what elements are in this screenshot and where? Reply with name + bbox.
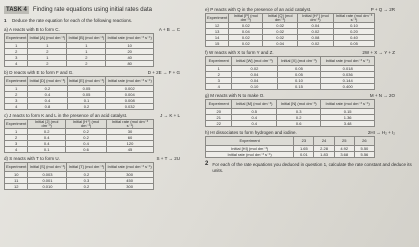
- reaction-title: c) J reacts to form K and L in the presence of an acid catalyst.: [4, 112, 128, 118]
- column-header: Initial rate (mol dm⁻³ s⁻¹): [106, 33, 154, 42]
- column-header: Initial [W] (mol dm⁻³): [232, 57, 277, 66]
- table-cell: 4: [206, 84, 232, 90]
- table-cell: 300: [106, 183, 154, 189]
- table-cell: 0.2: [28, 128, 66, 134]
- table-cell: 80: [106, 60, 154, 66]
- reaction-equation: 2HI → H₂ + I₂: [367, 130, 395, 135]
- question-1: [4, 18, 200, 24]
- rate-data-table: [4, 76, 154, 110]
- table-cell: 5.50: [354, 146, 374, 152]
- table-cell: 0.15: [321, 109, 375, 115]
- task-header: [4, 4, 200, 16]
- reaction-equation: 2W + X → Y + Z: [362, 50, 395, 55]
- reaction-equation: D + 2E → F + G: [147, 69, 180, 75]
- table-cell: 0.04: [297, 23, 333, 29]
- table-cell: 0.02: [263, 23, 298, 29]
- rate-data-table: [4, 162, 154, 190]
- table-cell: 0.4: [66, 140, 107, 146]
- table-cell: 0.05: [67, 91, 106, 97]
- table-cell: 0.05: [277, 72, 321, 78]
- table-cell: 0.04: [232, 72, 277, 78]
- table-cell: 0.02: [229, 23, 263, 29]
- table-cell: 0.5: [232, 109, 277, 115]
- column-header: Experiment: [5, 119, 28, 128]
- reaction-equation: S + T → 2U: [156, 155, 180, 161]
- table-row: [5, 103, 154, 109]
- table-cell: 0.6: [277, 121, 321, 127]
- table-row: [5, 146, 154, 152]
- table-cell: Initial [HI] (mol dm⁻³): [206, 146, 294, 152]
- table-cell: 0.02: [263, 29, 298, 35]
- table-cell: 0.40: [333, 35, 374, 41]
- table-cell: 2: [67, 60, 106, 66]
- table-cell: 2: [5, 134, 28, 140]
- table-cell: 0.2: [67, 103, 106, 109]
- table-cell: 0.02: [229, 35, 263, 41]
- reaction-equation: P + Q → 2R: [370, 7, 395, 12]
- table-cell: 0.018: [321, 66, 375, 72]
- right-column: [205, 4, 415, 173]
- table-row: [206, 152, 375, 158]
- table-row: [206, 84, 375, 90]
- table-cell: 120: [106, 140, 153, 146]
- reaction-g: [205, 93, 415, 127]
- table-cell: 0.10: [232, 84, 277, 90]
- reaction-b: [4, 70, 200, 110]
- column-header: Experiment: [206, 137, 294, 146]
- table-cell: 11: [5, 177, 28, 183]
- table-cell: 300: [106, 171, 154, 177]
- reaction-equation: A + B → C: [158, 26, 180, 32]
- column-header: Experiment: [5, 76, 28, 85]
- table-cell: 0.008: [106, 97, 154, 103]
- reaction-equation: M + N → 2O: [369, 93, 395, 98]
- table-cell: 0.02: [263, 35, 298, 41]
- table-cell: 1: [28, 54, 67, 60]
- table-cell: 0.010: [28, 183, 67, 189]
- table-cell: 3: [5, 140, 28, 146]
- table-cell: 21: [206, 115, 232, 121]
- rate-data-table: [205, 56, 375, 90]
- table-cell: 0.15: [277, 84, 321, 90]
- table-cell: 12: [5, 183, 28, 189]
- table-cell: 0.003: [28, 171, 67, 177]
- reaction-heading: [205, 7, 415, 12]
- table-cell: 20: [206, 109, 232, 115]
- table-cell: 30: [106, 128, 153, 134]
- column-header: Experiment: [206, 57, 232, 66]
- column-header: Initial rate (mol dm⁻³ s⁻¹): [321, 57, 375, 66]
- table-cell: 1: [5, 42, 28, 48]
- table-cell: 2: [67, 54, 106, 60]
- table-cell: 450: [106, 177, 154, 183]
- table-cell: 0.05: [333, 41, 374, 47]
- reaction-d: [4, 156, 200, 190]
- table-cell: 1: [28, 42, 67, 48]
- table-cell: 0.02: [232, 66, 277, 72]
- column-header: Initial rate (mol dm⁻³ s⁻¹): [106, 162, 154, 171]
- table-cell: 10: [106, 42, 154, 48]
- column-header: Initial rate (mol dm⁻³ s⁻¹): [106, 119, 153, 128]
- table-cell: 0.02: [297, 29, 333, 35]
- column-header: 26: [354, 137, 374, 146]
- table-cell: 3: [206, 78, 232, 84]
- column-header: Initial rate (mol dm⁻³ s⁻¹): [106, 76, 154, 85]
- column-header: Initial [T] (mol dm⁻³): [67, 162, 106, 171]
- table-cell: 0.144: [321, 78, 375, 84]
- column-header: Experiment: [206, 100, 232, 109]
- table-header-row: [5, 33, 154, 42]
- column-header: 25: [334, 137, 354, 146]
- reaction-title: g) M reacts with N to make O.: [205, 93, 265, 98]
- table-cell: 0.02: [297, 41, 333, 47]
- column-header: Initial [H⁺] (mol dm⁻³): [297, 14, 333, 23]
- question-1-text: Deduce the rate equation for each of the following reactions.: [12, 18, 133, 23]
- column-header: Initial [X] (mol dm⁻³): [277, 57, 321, 66]
- table-cell: 4: [5, 103, 28, 109]
- reaction-title: d) S reacts with T to form U.: [4, 155, 60, 161]
- reaction-title: a) A reacts with B to form C.: [4, 26, 60, 32]
- reaction-heading: [4, 70, 200, 75]
- table-cell: 0.4: [28, 140, 66, 146]
- table-cell: 0.036: [321, 72, 375, 78]
- reaction-equation: J → K + L: [160, 112, 180, 118]
- table-header-row: [5, 76, 154, 85]
- reaction-a: [4, 27, 200, 67]
- task-title: Finding rate equations using initial rates data: [32, 7, 152, 13]
- table-cell: 0.04: [263, 41, 298, 47]
- rate-data-table: [205, 99, 375, 127]
- reaction-heading: [4, 27, 200, 32]
- table-cell: 0.2: [277, 115, 321, 121]
- table-header-row: [206, 137, 375, 146]
- table-cell: 3.68: [334, 152, 354, 158]
- table-cell: 60: [106, 134, 153, 140]
- table-cell: 0.4: [232, 115, 277, 121]
- table-cell: 0.3: [277, 109, 321, 115]
- table-cell: 0.1: [67, 97, 106, 103]
- table-header-row: [206, 57, 375, 66]
- table-row: [206, 121, 375, 127]
- reaction-heading: [205, 50, 415, 55]
- table-cell: 0.02: [229, 41, 263, 47]
- column-header: 24: [314, 137, 334, 146]
- table-cell: 20: [106, 48, 154, 54]
- table-cell: 0.2: [67, 183, 106, 189]
- table-cell: 0.6: [66, 146, 107, 152]
- table-cell: 0.08: [297, 35, 333, 41]
- table-cell: 1: [5, 128, 28, 134]
- rate-data-table: [4, 119, 154, 153]
- table-cell: 0.10: [277, 78, 321, 84]
- reaction-heading: [4, 156, 200, 161]
- column-header: Initial [B] (mol dm⁻³): [67, 33, 106, 42]
- column-header: 23: [294, 137, 314, 146]
- reaction-title: e) P reacts with Q in the presence of an acid catalyst.: [205, 7, 312, 12]
- table-cell: 12: [206, 23, 229, 29]
- table-row: [206, 41, 375, 47]
- column-header: Initial [H⁺] (mol dm⁻³): [66, 119, 107, 128]
- reaction-e: [205, 7, 415, 47]
- column-header: Experiment: [5, 162, 28, 171]
- table-cell: 2: [28, 60, 67, 66]
- task-label: TASK 4: [6, 7, 27, 13]
- reaction-heading: [4, 113, 200, 118]
- table-row: [5, 60, 154, 66]
- table-cell: 0.002: [106, 85, 154, 91]
- column-header: Initial [M] (mol dm⁻³): [232, 100, 277, 109]
- table-cell: 1: [67, 48, 106, 54]
- reaction-title: b) D reacts with E to form F and G.: [4, 69, 74, 75]
- table-header-row: [5, 119, 154, 128]
- table-cell: 0.001: [28, 177, 67, 183]
- column-header: Initial [D] (mol dm⁻³): [28, 76, 67, 85]
- table-header-row: [5, 162, 154, 171]
- table-cell: 4: [5, 146, 28, 152]
- table-cell: 3.48: [321, 121, 375, 127]
- table-cell: 4: [5, 60, 28, 66]
- column-header: Initial [Q] (mol dm⁻³): [263, 14, 298, 23]
- reaction-h: [205, 130, 415, 158]
- table-cell: 22: [206, 121, 232, 127]
- table-cell: 0.032: [106, 103, 154, 109]
- reaction-c: [4, 113, 200, 153]
- table-cell: 0.4: [232, 121, 277, 127]
- table-cell: 0.10: [333, 23, 374, 29]
- table-cell: 1: [5, 85, 28, 91]
- table-cell: 45: [106, 146, 153, 152]
- column-header: Initial [P] (mol dm⁻³): [229, 14, 263, 23]
- table-cell: 0.3: [67, 177, 106, 183]
- table-cell: 5.56: [354, 152, 374, 158]
- question-2-number: 2: [205, 161, 209, 167]
- table-cell: 0.2: [66, 134, 107, 140]
- table-cell: 14: [206, 35, 229, 41]
- column-header: Experiment: [206, 14, 229, 23]
- reaction-heading: [205, 130, 415, 135]
- table-cell: 0.400: [321, 84, 375, 90]
- reaction-title: h) HI dissociates to form hydrogen and iodine.: [205, 130, 297, 135]
- table-cell: 0.8: [28, 103, 67, 109]
- column-header: Initial [E] (mol dm⁻³): [67, 76, 106, 85]
- reaction-heading: [205, 93, 415, 98]
- table-cell: 0.20: [333, 29, 374, 35]
- left-column: [4, 4, 200, 190]
- rate-data-table: [205, 136, 375, 158]
- table-cell: 0.2: [66, 128, 107, 134]
- table-cell: 10: [5, 171, 28, 177]
- table-cell: 40: [106, 54, 154, 60]
- question-2-text: For each of the rate equations you deduced in question 1, calculate the rate constant and deduce its units.: [212, 162, 412, 173]
- column-header: Initial [S] (mol dm⁻³): [28, 162, 67, 171]
- table-cell: 0.01: [294, 152, 314, 158]
- table-cell: 1.65: [294, 146, 314, 152]
- column-header: Initial [N] (mol dm⁻³): [277, 100, 321, 109]
- table-cell: 2: [5, 91, 28, 97]
- question-2: [205, 162, 415, 173]
- column-header: Experiment: [5, 33, 28, 42]
- table-cell: 1.83: [314, 152, 334, 158]
- table-cell: 0.04: [229, 29, 263, 35]
- table-cell: 0.2: [67, 171, 106, 177]
- table-cell: 0.05: [277, 66, 321, 72]
- table-cell: 3: [5, 54, 28, 60]
- table-cell: 1: [67, 42, 106, 48]
- table-cell: 13: [206, 29, 229, 35]
- table-cell: Initial rate (mol dm⁻³ s⁻¹): [206, 152, 294, 158]
- rate-data-table: [205, 13, 375, 47]
- table-cell: 0.1: [28, 146, 66, 152]
- column-header: Initial rate (mol dm⁻³ s⁻¹): [321, 100, 375, 109]
- question-1-number: 1: [4, 18, 7, 23]
- table-cell: 2: [5, 48, 28, 54]
- rate-data-table: [4, 33, 154, 67]
- column-header: Initial [A] (mol dm⁻³): [28, 33, 67, 42]
- table-header-row: [206, 100, 375, 109]
- table-cell: 4.92: [334, 146, 354, 152]
- table-row: [5, 183, 154, 189]
- table-cell: 1.36: [321, 115, 375, 121]
- table-cell: 0.04: [232, 78, 277, 84]
- table-cell: 1: [206, 66, 232, 72]
- table-cell: 0.4: [28, 91, 67, 97]
- table-cell: 0.4: [28, 134, 66, 140]
- reaction-f: [205, 50, 415, 90]
- table-cell: 15: [206, 41, 229, 47]
- table-header-row: [206, 14, 375, 23]
- table-cell: 2: [206, 72, 232, 78]
- column-header: Initial rate (mol dm⁻³ s⁻¹): [333, 14, 374, 23]
- table-cell: 0.2: [28, 85, 67, 91]
- table-cell: 2: [28, 48, 67, 54]
- table-cell: 3: [5, 97, 28, 103]
- column-header: Initial [J] (mol dm⁻³): [28, 119, 66, 128]
- table-cell: 2.28: [314, 146, 334, 152]
- table-cell: 0.4: [28, 97, 67, 103]
- reaction-title: f) W reacts with X to form Y and Z.: [205, 50, 274, 55]
- table-cell: 0.004: [106, 91, 154, 97]
- table-cell: 0.05: [67, 85, 106, 91]
